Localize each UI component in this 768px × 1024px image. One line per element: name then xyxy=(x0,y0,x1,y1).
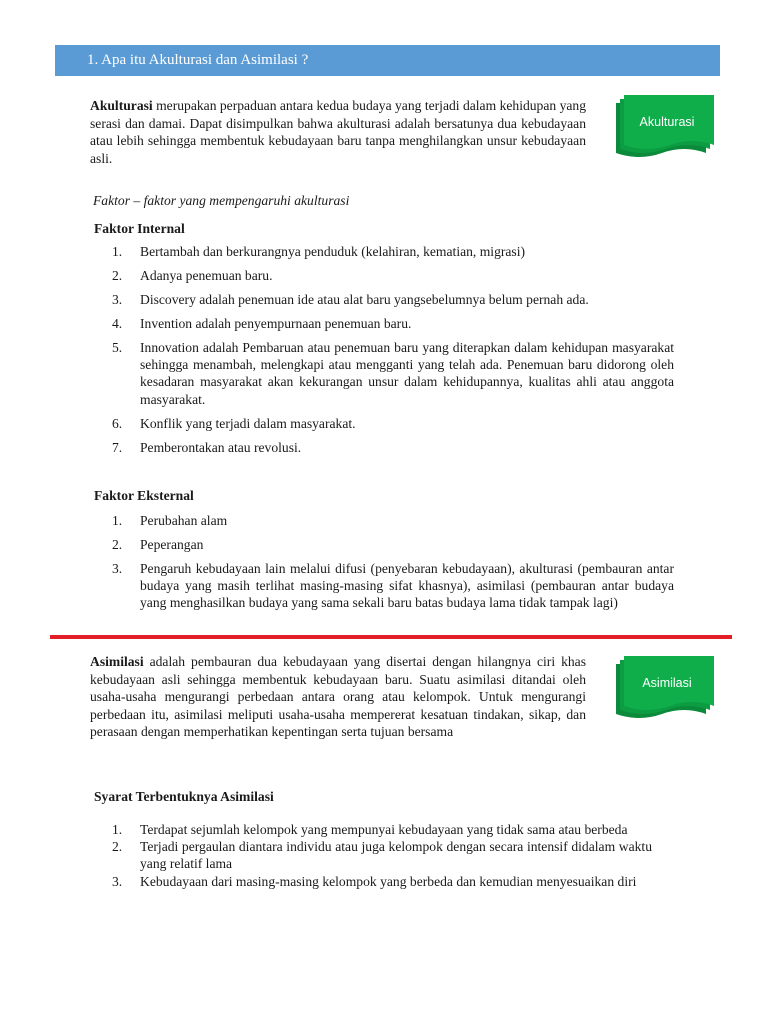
asimilasi-term: Asimilasi xyxy=(90,654,144,669)
conditions-list xyxy=(112,821,652,890)
list-item: 3. Kebudayaan dari masing-masing kelompok yang berbeda dan kemudian menyesuaikan diri xyxy=(112,873,637,889)
external-heading: Faktor Eksternal xyxy=(94,488,194,503)
list-item: 4. Invention adalah penyempurnaan penemuan baru. xyxy=(112,316,412,331)
akulturasi-tag xyxy=(614,95,712,159)
list-item: 2. Adanya penemuan baru. xyxy=(112,268,273,283)
list-item: 2. Terjadi pergaulan diantara individu atau juga kelompok dengan secara intensif didalam waktu yang relatif lama xyxy=(112,839,652,872)
internal-heading: Faktor Internal xyxy=(94,221,185,236)
akulturasi-tag-label: Akulturasi xyxy=(639,115,695,129)
section-title-bar xyxy=(55,45,720,76)
list-item: 2. Peperangan xyxy=(112,537,204,552)
section-title: 1. Apa itu Akulturasi dan Asimilasi ? xyxy=(87,52,309,68)
external-factors-list xyxy=(112,512,674,612)
akulturasi-paragraph xyxy=(90,97,586,167)
list-item: 1. Perubahan alam xyxy=(112,513,228,528)
asimilasi-tag xyxy=(614,656,712,720)
factors-title: Faktor – faktor yang mempengaruhi akulturasi xyxy=(93,193,350,208)
list-item: 6. Konflik yang terjadi dalam masyarakat. xyxy=(112,415,356,431)
list-item: 3. Discovery adalah penemuan ide atau alat baru yangsebelumnya belum pernah ada. xyxy=(112,292,589,307)
list-item: 1. Terdapat sejumlah kelompok yang mempunyai kebudayaan yang tidak sama atau berbeda xyxy=(112,822,628,837)
asimilasi-definition: adalah pembauran dua kebudayaan yang disertai dengan hilangnya ciri khas kebudayaan asli sehingga membentuk kebudayaan baru. Suatu asimilasi ditandai oleh usaha-usaha mengurangi perbedaan antara orang atau kelompok. Untuk mengurangi perbedaan itu, asimilasi meliputi usaha-usaha mempererat kesatuan tindakan, sikap, dan perasaan dengan memperhatikan kepentingan serta tujuan bersama xyxy=(90,654,586,739)
akulturasi-term: Akulturasi xyxy=(90,98,153,113)
akulturasi-definition: merupakan perpaduan antara kedua budaya yang terjadi dalam kehidupan yang serasi dan damai. Dapat disimpulkan bahwa akulturasi adalah bersatunya dua kebudayaan atau lebih sehingga membentuk kebudayaan baru tanpa menghilangkan unsur kebudayaan asli. xyxy=(90,98,587,166)
internal-factors-list xyxy=(112,243,674,456)
section-divider xyxy=(50,635,732,639)
list-item: 3. Pengaruh kebudayaan lain melalui difusi (penyebaran kebudayaan), akulturasi (pembauran antar budaya yang masih terlihat masing-masing sifat khasnya), asimilasi (pembauran antar budaya yang menghasilkan budaya yang sama sekali baru batas budaya lama tidak tampak lagi) xyxy=(112,561,674,611)
conditions-heading: Syarat Terbentuknya Asimilasi xyxy=(94,789,274,804)
list-item: 5. Innovation adalah Pembaruan atau penemuan baru yang diterapkan dalam kehidupan masyarakat sehingga menambah, melengkapi atau mengganti yang telah ada. Penemuan baru didorong oleh kesadaran masyarakat akan kekurangan unsur dalam kehidupannya, kualitas ahli atau anggota masyarakat. xyxy=(112,340,674,407)
list-item: 7. Pemberontakan atau revolusi. xyxy=(112,439,302,455)
list-item: 1. Bertambah dan berkurangnya penduduk (kelahiran, kematian, migrasi) xyxy=(112,244,526,259)
asimilasi-tag-label: Asimilasi xyxy=(642,676,692,690)
asimilasi-paragraph xyxy=(90,653,586,741)
